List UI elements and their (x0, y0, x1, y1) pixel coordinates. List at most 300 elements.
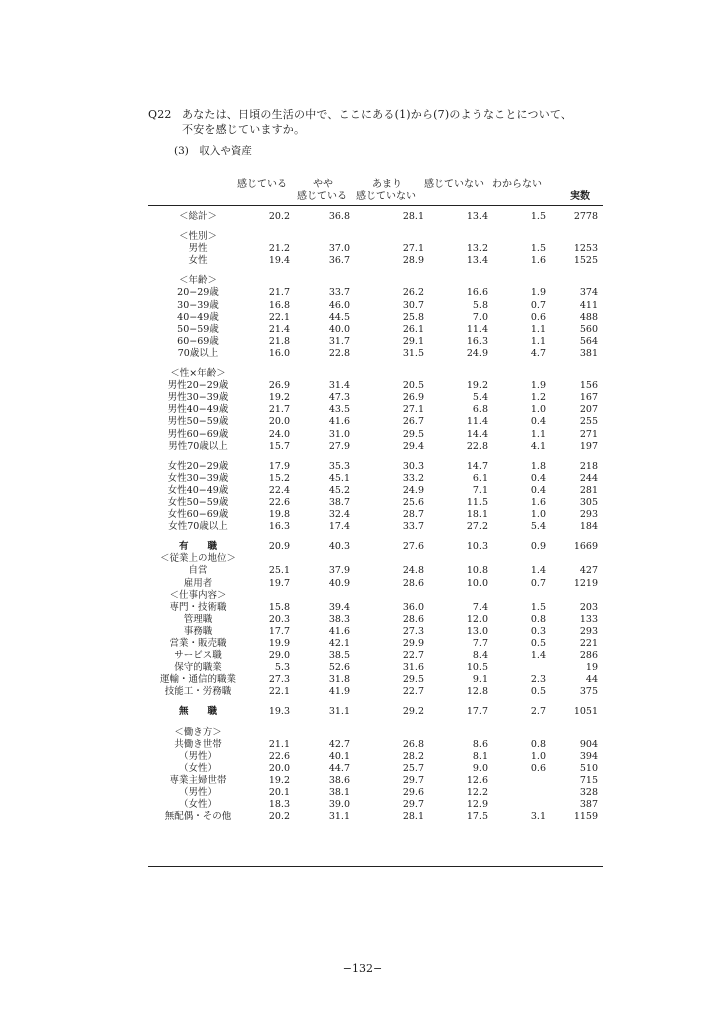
table-row (148, 727, 603, 739)
question-block (148, 107, 572, 137)
page-number: −132− (342, 962, 383, 975)
cell-value: 28.7 (402, 509, 424, 521)
cell-value: 19.2 (268, 774, 290, 786)
cell-value: 0.5 (530, 638, 546, 649)
cell-value: 21.8 (268, 335, 290, 347)
row-label: 男性70歳以上 (168, 440, 228, 452)
cell-value: 203 (579, 601, 598, 613)
cell-value: 29.7 (402, 774, 424, 786)
cell-value: 4.7 (530, 347, 546, 359)
table-row (148, 763, 603, 775)
question-number: Q22 (148, 108, 172, 121)
table-row (148, 614, 603, 626)
cell-value: 28.2 (402, 750, 424, 762)
cell-value: 1.5 (530, 243, 546, 255)
cell-value: 22.1 (268, 311, 290, 323)
cell-value: 20.9 (268, 541, 290, 553)
row-label: 女性 (188, 255, 208, 267)
cell-value: 221 (579, 638, 598, 649)
table-row (148, 674, 603, 686)
table-row (148, 404, 603, 416)
row-label: 男性30−39歳 (167, 392, 229, 404)
cell-value: 18.1 (466, 509, 488, 521)
table-row (148, 638, 603, 650)
cell-value: 26.7 (402, 416, 424, 428)
cell-value: 40.0 (328, 323, 350, 335)
cell-value: 394 (579, 750, 598, 762)
row-label: 20−29歳 (177, 287, 219, 299)
cell-value: 1.0 (530, 509, 546, 521)
cell-value: 10.8 (466, 565, 488, 577)
cell-value: 271 (579, 428, 598, 440)
cell-value: 36.0 (402, 601, 424, 613)
cell-value: 1.8 (530, 460, 546, 472)
table-row (148, 811, 603, 823)
cell-value: 19.7 (268, 577, 290, 589)
cell-value: 1.9 (530, 380, 546, 392)
row-label: サービス職 (174, 650, 222, 662)
cell-value: 41.9 (328, 686, 350, 698)
row-label: 無 職 (178, 706, 217, 718)
cell-value: 0.4 (530, 472, 546, 484)
cell-value: 26.9 (268, 380, 290, 392)
cell-value: 18.3 (268, 799, 290, 811)
cell-value: 31.1 (328, 706, 350, 718)
cell-value: 13.0 (466, 625, 488, 637)
table-row (148, 775, 603, 787)
bottom-rule (148, 866, 603, 867)
col-header-2b: 感じている (297, 191, 347, 202)
cell-value: 31.0 (328, 428, 350, 440)
cell-value: 207 (579, 404, 598, 416)
row-label: 技能工・労務職 (164, 686, 232, 698)
cell-value: 560 (579, 323, 598, 335)
cell-value: 41.6 (328, 625, 350, 637)
cell-value: 29.9 (402, 638, 424, 649)
cell-value: 31.8 (328, 674, 350, 686)
table-row (148, 686, 603, 698)
cell-value: 31.1 (328, 811, 350, 823)
cell-value: 1.1 (530, 323, 546, 335)
cell-value: 19.8 (268, 509, 290, 521)
row-label: 事務職 (183, 625, 213, 637)
cell-value: 31.7 (328, 335, 350, 347)
cell-value: 45.2 (328, 484, 350, 496)
cell-value: 7.0 (472, 311, 488, 323)
row-label: 女性30−39歳 (167, 472, 229, 484)
cell-value: 44.7 (328, 762, 350, 774)
cell-value: 328 (579, 787, 598, 799)
row-label: 女性40−49歳 (167, 484, 229, 496)
cell-value: 22.7 (402, 686, 424, 698)
cell-value: 24.9 (402, 484, 424, 496)
cell-value: 29.0 (268, 650, 290, 662)
row-label: （男性） (178, 787, 217, 799)
cell-value: 13.4 (466, 211, 488, 222)
cell-value: 45.1 (328, 472, 350, 484)
table-row (148, 243, 603, 255)
cell-value: 5.8 (472, 299, 488, 311)
cell-value: 43.5 (328, 404, 350, 416)
row-label: 男性50−59歳 (167, 416, 229, 428)
cell-value: 167 (579, 392, 598, 404)
row-label: ＜性×年齢＞ (170, 368, 226, 380)
cell-value: 20.5 (402, 380, 424, 392)
cell-value: 26.9 (402, 392, 424, 404)
cell-value: 1.5 (530, 601, 546, 613)
table-row (148, 380, 603, 392)
cell-value: 27.9 (328, 440, 350, 452)
table-row (148, 416, 603, 428)
row-label: 男性20−29歳 (167, 380, 229, 392)
cell-value: 32.4 (328, 509, 350, 521)
cell-value: 22.6 (268, 750, 290, 762)
row-label: 女性70歳以上 (168, 521, 228, 533)
cell-value: 12.9 (466, 799, 488, 811)
cell-value: 1.0 (530, 404, 546, 416)
cell-value: 27.3 (268, 674, 290, 686)
col-header-3a: あまり (372, 179, 402, 190)
col-header-5: わからない (492, 179, 542, 190)
cell-value: 5.3 (274, 662, 290, 674)
question-text-line2: 不安を感じていますか。 (182, 123, 306, 136)
table-row (148, 392, 603, 404)
cell-value: 38.1 (328, 787, 350, 799)
row-label: 管理職 (183, 613, 213, 625)
cell-value: 38.7 (328, 496, 350, 508)
cell-value: 22.8 (328, 347, 350, 359)
cell-value: 33.7 (402, 521, 424, 533)
cell-value: 9.1 (472, 674, 488, 686)
cell-value: 10.3 (466, 541, 488, 553)
cell-value: 19.3 (268, 706, 290, 718)
table-row (148, 602, 603, 614)
cell-value: 1.9 (530, 287, 546, 299)
row-label: ＜従業上の地位＞ (159, 553, 236, 565)
table-row (148, 211, 603, 223)
cell-value: 564 (579, 335, 598, 347)
cell-value: 22.7 (402, 650, 424, 662)
cell-value: 44 (585, 674, 598, 686)
cell-value: 22.8 (466, 440, 488, 452)
cell-value: 11.5 (466, 496, 488, 508)
cell-value: 39.4 (328, 601, 350, 613)
row-label: ＜仕事内容＞ (169, 589, 227, 601)
table-row (148, 255, 603, 267)
row-label: ＜働き方＞ (174, 726, 222, 738)
cell-value: 19 (585, 662, 598, 674)
row-label: 50−59歳 (177, 323, 219, 335)
cell-value: 1669 (573, 541, 598, 553)
cell-value: 27.1 (402, 243, 424, 255)
table-row (148, 650, 603, 662)
cell-value: 28.9 (402, 255, 424, 267)
cell-value: 46.0 (328, 299, 350, 311)
row-label: 男性 (188, 243, 208, 255)
cell-value: 1.6 (530, 255, 546, 267)
cell-value: 5.4 (472, 392, 488, 404)
col-header-4: 感じていない (424, 179, 484, 190)
cell-value: 17.4 (328, 521, 350, 533)
cell-value: 36.7 (328, 255, 350, 267)
row-label: 雇用者 (183, 577, 213, 589)
cell-value: 904 (579, 738, 598, 750)
cell-value: 8.4 (472, 650, 488, 662)
cell-value: 184 (579, 521, 598, 533)
cell-value: 281 (579, 484, 598, 496)
cell-value: 15.8 (268, 601, 290, 613)
table-row (148, 312, 603, 324)
row-label: （女性） (178, 762, 217, 774)
table-row (148, 662, 603, 674)
cell-value: 42.1 (328, 638, 350, 649)
cell-value: 30.7 (402, 299, 424, 311)
cell-value: 16.3 (466, 335, 488, 347)
cell-value: 25.8 (402, 311, 424, 323)
cell-value: 21.1 (268, 738, 290, 750)
cell-value: 411 (579, 299, 598, 311)
cell-value: 19.2 (268, 392, 290, 404)
row-label: ＜性別＞ (178, 231, 217, 243)
cell-value: 1159 (573, 811, 598, 823)
table-row (148, 787, 603, 799)
cell-value: 6.1 (472, 472, 488, 484)
cell-value: 17.5 (466, 811, 488, 823)
table-row (148, 553, 603, 565)
cell-value: 244 (579, 472, 598, 484)
cell-value: 52.6 (328, 662, 350, 674)
row-label: 女性60−69歳 (167, 509, 229, 521)
table-row (148, 429, 603, 441)
cell-value: 25.6 (402, 496, 424, 508)
cell-value: 21.4 (268, 323, 290, 335)
row-label: 営業・販売職 (169, 638, 227, 649)
table-row (148, 461, 603, 473)
table-row (148, 275, 603, 287)
cell-value: 16.0 (268, 347, 290, 359)
data-table (148, 211, 603, 823)
row-label: 保守的職業 (174, 662, 222, 674)
table-row (148, 626, 603, 638)
cell-value: 22.4 (268, 484, 290, 496)
cell-value: 427 (579, 565, 598, 577)
table-row (148, 231, 603, 243)
cell-value: 28.6 (402, 613, 424, 625)
table-row (148, 565, 603, 577)
cell-value: 38.5 (328, 650, 350, 662)
cell-value: 510 (579, 762, 598, 774)
cell-value: 7.7 (472, 638, 488, 649)
cell-value: 0.6 (530, 311, 546, 323)
cell-value: 30.3 (402, 460, 424, 472)
cell-value: 26.2 (402, 287, 424, 299)
table-row (148, 739, 603, 751)
cell-value: 0.8 (530, 738, 546, 750)
cell-value: 255 (579, 416, 598, 428)
cell-value: 22.1 (268, 686, 290, 698)
table-row (148, 368, 603, 380)
cell-value: 1.4 (530, 650, 546, 662)
cell-value: 42.7 (328, 738, 350, 750)
row-label: 70歳以上 (177, 347, 219, 359)
row-label: 60−69歳 (177, 335, 219, 347)
cell-value: 387 (579, 799, 598, 811)
cell-value: 7.4 (472, 601, 488, 613)
row-label: 30−39歳 (177, 299, 219, 311)
table-row (148, 473, 603, 485)
cell-value: 12.2 (466, 787, 488, 799)
cell-value: 19.4 (268, 255, 290, 267)
cell-value: 31.6 (402, 662, 424, 674)
cell-value: 218 (579, 460, 598, 472)
row-label: 有 職 (178, 541, 217, 553)
row-label: 女性20−29歳 (167, 460, 229, 472)
cell-value: 21.2 (268, 243, 290, 255)
cell-value: 381 (579, 347, 598, 359)
cell-value: 1.1 (530, 335, 546, 347)
question-text-line1: あなたは、日頃の生活の中で、ここにある(1)から(7)のようなことについて、 (182, 108, 573, 121)
table-row (148, 521, 603, 533)
table-row (148, 799, 603, 811)
cell-value: 20.2 (268, 811, 290, 823)
cell-value: 1525 (573, 255, 598, 267)
cell-value: 715 (579, 774, 598, 786)
cell-value: 36.8 (328, 211, 350, 222)
cell-value: 17.7 (268, 625, 290, 637)
cell-value: 26.1 (402, 323, 424, 335)
row-label: 無配偶・その他 (164, 811, 232, 823)
cell-value: 13.2 (466, 243, 488, 255)
cell-value: 16.8 (268, 299, 290, 311)
cell-value: 1.5 (530, 211, 546, 222)
row-label: 共働き世帯 (174, 738, 222, 750)
row-label: 女性50−59歳 (167, 496, 229, 508)
cell-value: 0.9 (530, 541, 546, 553)
cell-value: 17.7 (466, 706, 488, 718)
cell-value: 21.7 (268, 287, 290, 299)
cell-value: 31.4 (328, 380, 350, 392)
table-row (148, 336, 603, 348)
cell-value: 4.1 (530, 440, 546, 452)
cell-value: 10.0 (466, 577, 488, 589)
row-label: 男性40−49歳 (167, 404, 229, 416)
cell-value: 0.8 (530, 613, 546, 625)
col-header-3b: 感じていない (356, 191, 416, 202)
cell-value: 305 (579, 496, 598, 508)
col-header-1: 感じている (237, 179, 287, 190)
cell-value: 19.9 (268, 638, 290, 649)
cell-value: 25.7 (402, 762, 424, 774)
cell-value: 21.7 (268, 404, 290, 416)
table-row (148, 441, 603, 453)
col-header-2a: やや (313, 179, 333, 190)
cell-value: 5.4 (530, 521, 546, 533)
cell-value: 44.5 (328, 311, 350, 323)
cell-value: 40.3 (328, 541, 350, 553)
table-row (148, 706, 603, 718)
table-row (148, 541, 603, 553)
cell-value: 12.0 (466, 613, 488, 625)
table-row (148, 578, 603, 590)
cell-value: 24.9 (466, 347, 488, 359)
cell-value: 0.5 (530, 686, 546, 698)
row-label: ＜総計＞ (178, 211, 217, 222)
cell-value: 1.2 (530, 392, 546, 404)
cell-value: 15.7 (268, 440, 290, 452)
cell-value: 29.5 (402, 428, 424, 440)
cell-value: 12.6 (466, 774, 488, 786)
cell-value: 41.6 (328, 416, 350, 428)
cell-value: 35.3 (328, 460, 350, 472)
table-row (148, 497, 603, 509)
cell-value: 40.9 (328, 577, 350, 589)
cell-value: 31.5 (402, 347, 424, 359)
row-label: （男性） (178, 750, 217, 762)
cell-value: 39.0 (328, 799, 350, 811)
row-label: 専門・技術職 (169, 601, 227, 613)
cell-value: 25.1 (268, 565, 290, 577)
cell-value: 375 (579, 686, 598, 698)
cell-value: 28.1 (402, 211, 424, 222)
cell-value: 10.5 (466, 662, 488, 674)
table-row (148, 590, 603, 602)
cell-value: 1219 (573, 577, 598, 589)
cell-value: 286 (579, 650, 598, 662)
header-rule (148, 205, 603, 206)
cell-value: 7.1 (472, 484, 488, 496)
cell-value: 28.6 (402, 577, 424, 589)
cell-value: 1.4 (530, 565, 546, 577)
cell-value: 20.3 (268, 613, 290, 625)
cell-value: 27.2 (466, 521, 488, 533)
cell-value: 15.2 (268, 472, 290, 484)
cell-value: 22.6 (268, 496, 290, 508)
cell-value: 47.3 (328, 392, 350, 404)
cell-value: 20.2 (268, 211, 290, 222)
cell-value: 8.6 (472, 738, 488, 750)
cell-value: 8.1 (472, 750, 488, 762)
table-row (148, 348, 603, 360)
cell-value: 0.3 (530, 625, 546, 637)
row-label: 40−49歳 (177, 311, 219, 323)
cell-value: 11.4 (466, 416, 488, 428)
cell-value: 0.4 (530, 484, 546, 496)
cell-value: 37.9 (328, 565, 350, 577)
cell-value: 156 (579, 380, 598, 392)
cell-value: 9.0 (472, 762, 488, 774)
cell-value: 28.1 (402, 811, 424, 823)
cell-value: 1253 (573, 243, 598, 255)
cell-value: 29.1 (402, 335, 424, 347)
cell-value: 20.0 (268, 762, 290, 774)
table-row (148, 751, 603, 763)
cell-value: 40.1 (328, 750, 350, 762)
cell-value: 1.1 (530, 428, 546, 440)
cell-value: 293 (579, 625, 598, 637)
cell-value: 29.5 (402, 674, 424, 686)
cell-value: 0.6 (530, 762, 546, 774)
cell-value: 29.6 (402, 787, 424, 799)
cell-value: 0.7 (530, 577, 546, 589)
cell-value: 29.4 (402, 440, 424, 452)
cell-value: 38.3 (328, 613, 350, 625)
cell-value: 16.3 (268, 521, 290, 533)
cell-value: 27.1 (402, 404, 424, 416)
row-label: （女性） (178, 799, 217, 811)
cell-value: 6.8 (472, 404, 488, 416)
row-label: 専業主婦世帯 (169, 774, 227, 786)
cell-value: 2778 (573, 211, 598, 222)
